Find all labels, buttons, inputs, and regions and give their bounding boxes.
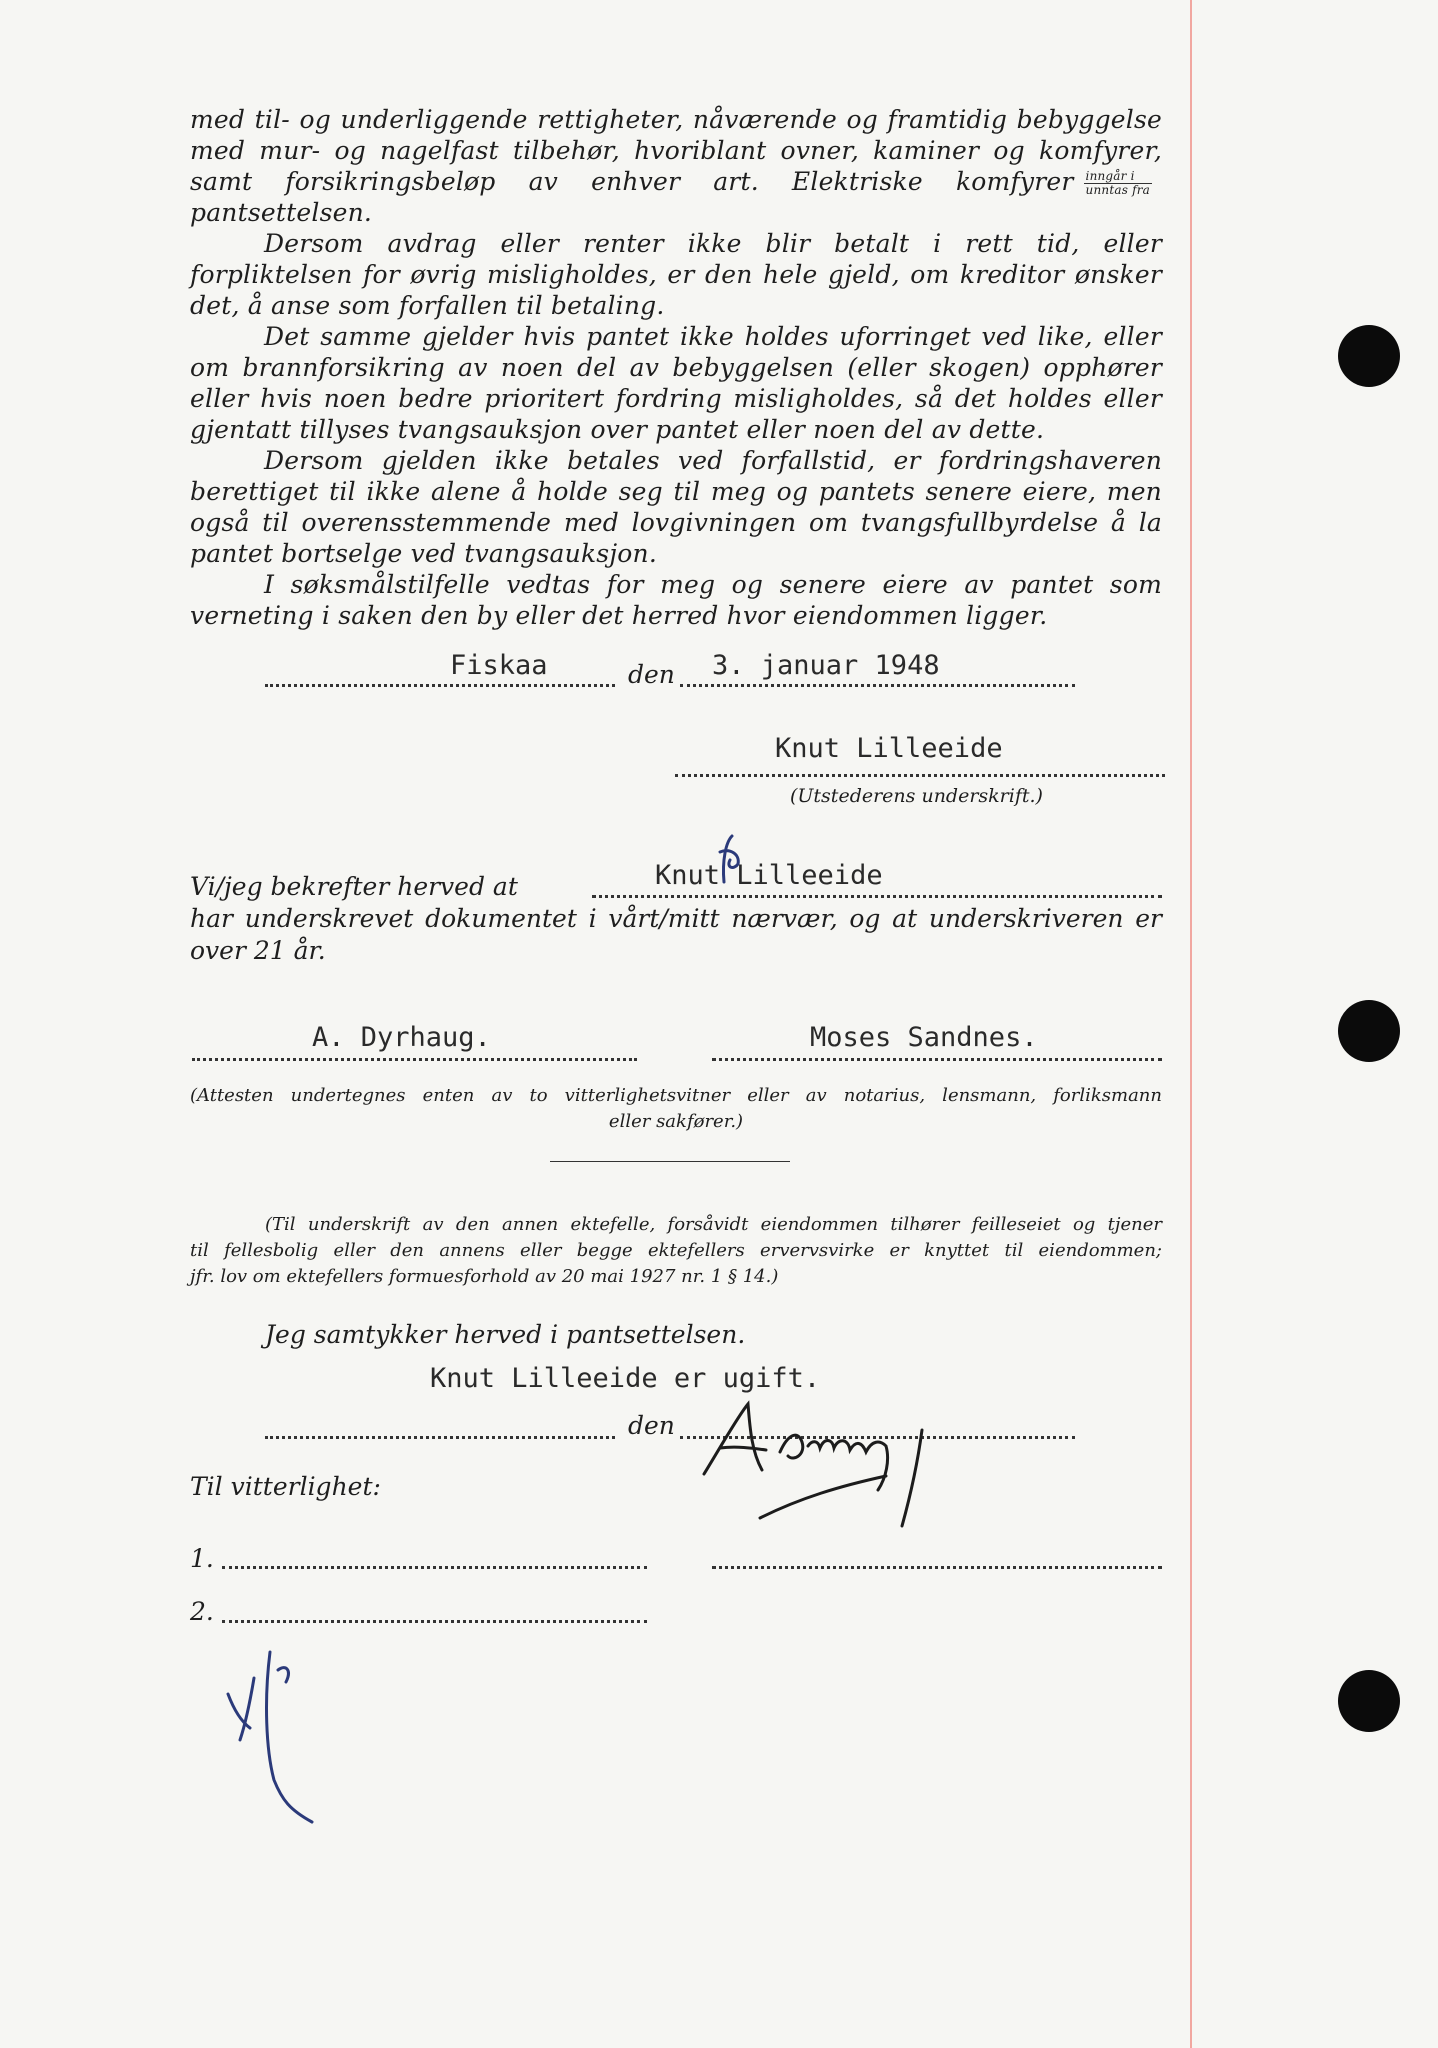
dotted-line [265, 684, 615, 687]
attest-item-1: 1. [190, 1544, 214, 1573]
handwritten-signature [690, 1390, 960, 1540]
alternative-fraction: $\frac{\text{inngår i}}{\text{unntas fra}}$ [1085, 169, 1150, 197]
spouse-note-line-1: (Til underskrift av den annen ektefelle, forsåvidt eiendommen tilhører feilleseiet og tjener [265, 1214, 1162, 1235]
dotted-line [222, 1566, 647, 1569]
confirmation-prefix: Vi/jeg bekrefter herved at [190, 872, 518, 901]
paragraph-5: I søksmålstilfelle vedtas for meg og senere eiere av pantet som verneting i saken den by eller det herred hvor eiendommen ligger. [190, 570, 1162, 630]
dotted-line [592, 895, 1162, 898]
dotted-line [712, 1058, 1162, 1061]
witness-left-name: A. Dyrhaug. [312, 1022, 491, 1053]
punch-hole [1338, 1000, 1400, 1062]
place-value: Fiskaa [450, 650, 548, 681]
paragraph-1: med til- og underliggende rettigheter, nåværende og framtidig bebyggelse med mur- og nagelfast tilbehør, hvoriblant ovner, kaminer og komfyrer, samt forsikringsbeløp av enhver art. Elektriske komfyrer $\frac{\text{inngår i}}{\text{unntas fra}}$ pantsettelsen. [190, 105, 1162, 227]
witness-note-line-2: eller sakfører.) [608, 1111, 744, 1132]
paragraph-2: Dersom avdrag eller renter ikke blir betalt i rett tid, eller forpliktelsen for øvrig misligholdes, er den hele gjeld, om kreditor ønsker det, å anse som forfallen til betaling. [190, 229, 1162, 320]
confirmation-line-2: har underskrevet dokumentet i vårt/mitt nærvær, og at underskriveren er [190, 904, 1162, 933]
punch-hole [1338, 1670, 1400, 1732]
separator-rule [550, 1161, 790, 1162]
dotted-line [680, 684, 1075, 687]
body-text [190, 104, 1162, 631]
paragraph-4: Dersom gjelden ikke betales ved forfallstid, er fordringshaveren berettiget til ikke alene å holde seg til meg og pantets senere eiere, men også til overensstemmende med lovgivningen om tvangsfullbyrdelse å la pantet bortselge ved tvangsauksjon. [190, 446, 1162, 568]
dotted-line [712, 1566, 1162, 1569]
witness-note-line-1: (Attesten undertegnes enten av to vitterlighetsvitner eller av notarius, lensmann, forliksmann [190, 1085, 1162, 1106]
spouse-note-line-2: til fellesbolig eller den annens eller begge ektefellers ervervsvirke er knyttet til eiendommen; [190, 1240, 1162, 1261]
dotted-line [675, 774, 1165, 777]
paragraph-3: Det samme gjelder hvis pantet ikke holdes uforringet ved like, eller om brannforsikring av noen del av bebyggelsen (eller skogen) opphører eller hvis noen bedre prioritert fordring misligholdes, så det holdes eller gjentatt tillyses tvangsauksjon over pantet eller noen del av dette. [190, 322, 1162, 444]
den-label: den [628, 660, 675, 689]
spouse-note-line-3: jfr. lov om ektefellers formuesforhold av 20 mai 1927 nr. 1 § 14.) [190, 1266, 779, 1287]
handwritten-initials [220, 1630, 340, 1830]
attest-item-2: 2. [190, 1597, 214, 1626]
date-value: 3. januar 1948 [712, 650, 940, 681]
confirmation-line-3: over 21 år. [190, 936, 326, 965]
consent-text: Jeg samtykker herved i pantsettelsen. [265, 1320, 746, 1349]
dotted-line [265, 1436, 615, 1439]
consent-typed: Knut Lilleeide er ugift. [430, 1363, 821, 1394]
consent-den-label: den [628, 1411, 675, 1440]
issuer-name: Knut Lilleeide [775, 733, 1003, 764]
dotted-line [192, 1058, 637, 1061]
confirmation-name: Knut Lilleeide [655, 860, 883, 891]
witness-right-name: Moses Sandnes. [810, 1022, 1038, 1053]
margin-rule [1190, 0, 1192, 2048]
dotted-line [222, 1620, 647, 1623]
initials-mark [712, 830, 752, 890]
issuer-caption: (Utstederens underskrift.) [790, 785, 1043, 807]
punch-hole [1338, 325, 1400, 387]
attest-label: Til vitterlighet: [190, 1472, 381, 1501]
